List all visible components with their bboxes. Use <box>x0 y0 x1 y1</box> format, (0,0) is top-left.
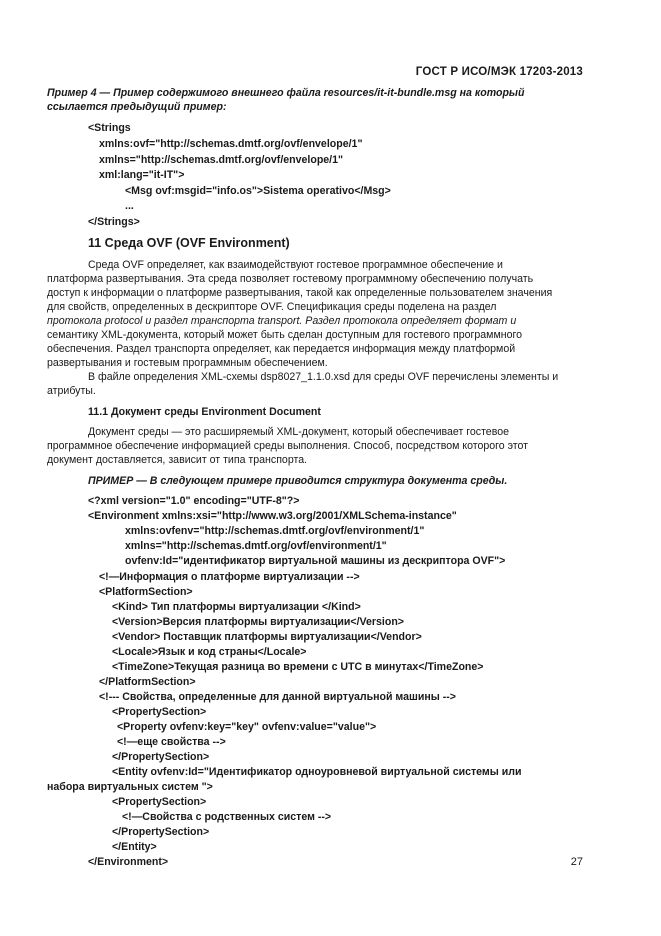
example4-title-line2: ссылается предыдущий пример: <box>47 101 227 113</box>
code-line: <Environment xmlns:xsi="http://www.w3.org/2001/XMLSchema-instance" <box>88 510 457 522</box>
paragraph-schema-line1: В файле определения XML-схемы dsp8027_1.1.0.xsd для среды OVF перечислены элементы и <box>88 371 559 383</box>
paragraph-line: платформа развертывания. Эта среда позволяет гостевому программному обеспечению получать <box>47 273 534 285</box>
section-11-heading: 11 Среда OVF (OVF Environment) <box>88 236 290 250</box>
paragraph-line: доступ к информации о платформе развертывания, такой как определенные пользователем значения <box>47 287 553 299</box>
code-line: xmlns:ovfenv="http://schemas.dmtf.org/ovf/environment/1" <box>125 525 425 537</box>
code-line: </Entity> <box>112 841 157 853</box>
code-line: </PlatformSection> <box>99 676 196 688</box>
code-line: </PropertySection> <box>112 826 210 838</box>
example4-title-line1: Пример 4 — Пример содержимого внешнего файла resources/it-it-bundle.msg на который <box>47 87 525 99</box>
paragraph-schema-line2: атрибуты. <box>47 385 96 397</box>
code-line: <Version>Версия платформы виртуализации</Version> <box>112 616 404 628</box>
code-line: <Entity ovfenv:Id="Идентификатор одноуровневой виртуальной системы или <box>112 766 522 778</box>
section-11-1-heading: 11.1 Документ среды Environment Document <box>88 406 321 418</box>
code-line: xmlns="http://schemas.dmtf.org/ovf/envelope/1" <box>99 154 344 166</box>
code-line: <Property ovfenv:key="key" ovfenv:value="value"> <box>117 721 377 733</box>
paragraph-line: развертывания и гостевым программным обеспечением. <box>47 357 328 369</box>
code-line: xmlns="http://schemas.dmtf.org/ovf/environment/1" <box>125 540 387 552</box>
code-line: </PropertySection> <box>112 751 210 763</box>
code-line: xmlns:ovf="http://schemas.dmtf.org/ovf/envelope/1" <box>99 138 363 150</box>
paragraph-line: документ доставляется, зависит от типа транспорта. <box>47 454 308 466</box>
code-line: <PropertySection> <box>112 706 207 718</box>
code-line: </Environment> <box>88 856 169 868</box>
code-line: набора виртуальных систем "> <box>47 781 213 793</box>
paragraph-line: семантику XML-документа, который может быть сделан доступным для гостевого программного <box>47 329 523 341</box>
example-caption: ПРИМЕР — В следующем примере приводится структура документа среды. <box>88 475 508 487</box>
code-line: <?xml version="1.0" encoding="UTF-8"?> <box>88 495 300 507</box>
paragraph-line: для свойств, определенных в дескрипторе OVF. Спецификация среды поделена на раздел <box>47 301 497 313</box>
code-line: <Kind> Тип платформы виртуализации </Kind> <box>112 601 361 613</box>
code-line: <Msg ovf:msgid="info.os">Sistema operativo</Msg> <box>125 185 391 197</box>
code-line: <Locale>Язык и код страны</Locale> <box>112 646 307 658</box>
code-line: <!—Информация о платформе виртуализации --> <box>99 571 360 583</box>
code-line: <Strings <box>88 122 131 134</box>
code-line: </Strings> <box>88 216 140 228</box>
code-line: <!—Свойства с родственных систем --> <box>122 811 332 823</box>
code-line: <Vendor> Поставщик платформы виртуализации</Vendor> <box>112 631 422 643</box>
code-line: <TimeZone>Текущая разница во времени с UTC в минутах</TimeZone> <box>112 661 484 673</box>
code-line: <!--- Свойства, определенные для данной виртуальной машины --> <box>99 691 456 703</box>
code-line: xml:lang="it-IT"> <box>99 169 185 181</box>
code-line: ovfenv:Id="идентификатор виртуальной машины из дескриптора OVF"> <box>125 555 506 567</box>
paragraph-line: Документ среды — это расширяемый XML-документ, который обеспечивает гостевое <box>88 426 509 438</box>
paragraph-line: обеспечения. Раздел транспорта определяет, как передается информация между платформой <box>47 343 516 355</box>
code-line: ... <box>125 200 134 212</box>
paragraph-line: протокола protocol и раздел транспорта transport. Раздел протокола определяет формат и <box>47 315 517 327</box>
code-line: <!—еще свойства --> <box>117 736 226 748</box>
code-line: <PlatformSection> <box>99 586 193 598</box>
page-number: 27 <box>570 856 583 868</box>
paragraph-line: программное обеспечение информацией среды выполнения. Способ, посредством которого этот <box>47 440 529 452</box>
paragraph-line: Среда OVF определяет, как взаимодействуют гостевое программное обеспечение и <box>88 259 503 271</box>
code-line: <PropertySection> <box>112 796 207 808</box>
standard-header: ГОСТ Р ИСО/МЭК 17203-2013 <box>415 66 583 78</box>
